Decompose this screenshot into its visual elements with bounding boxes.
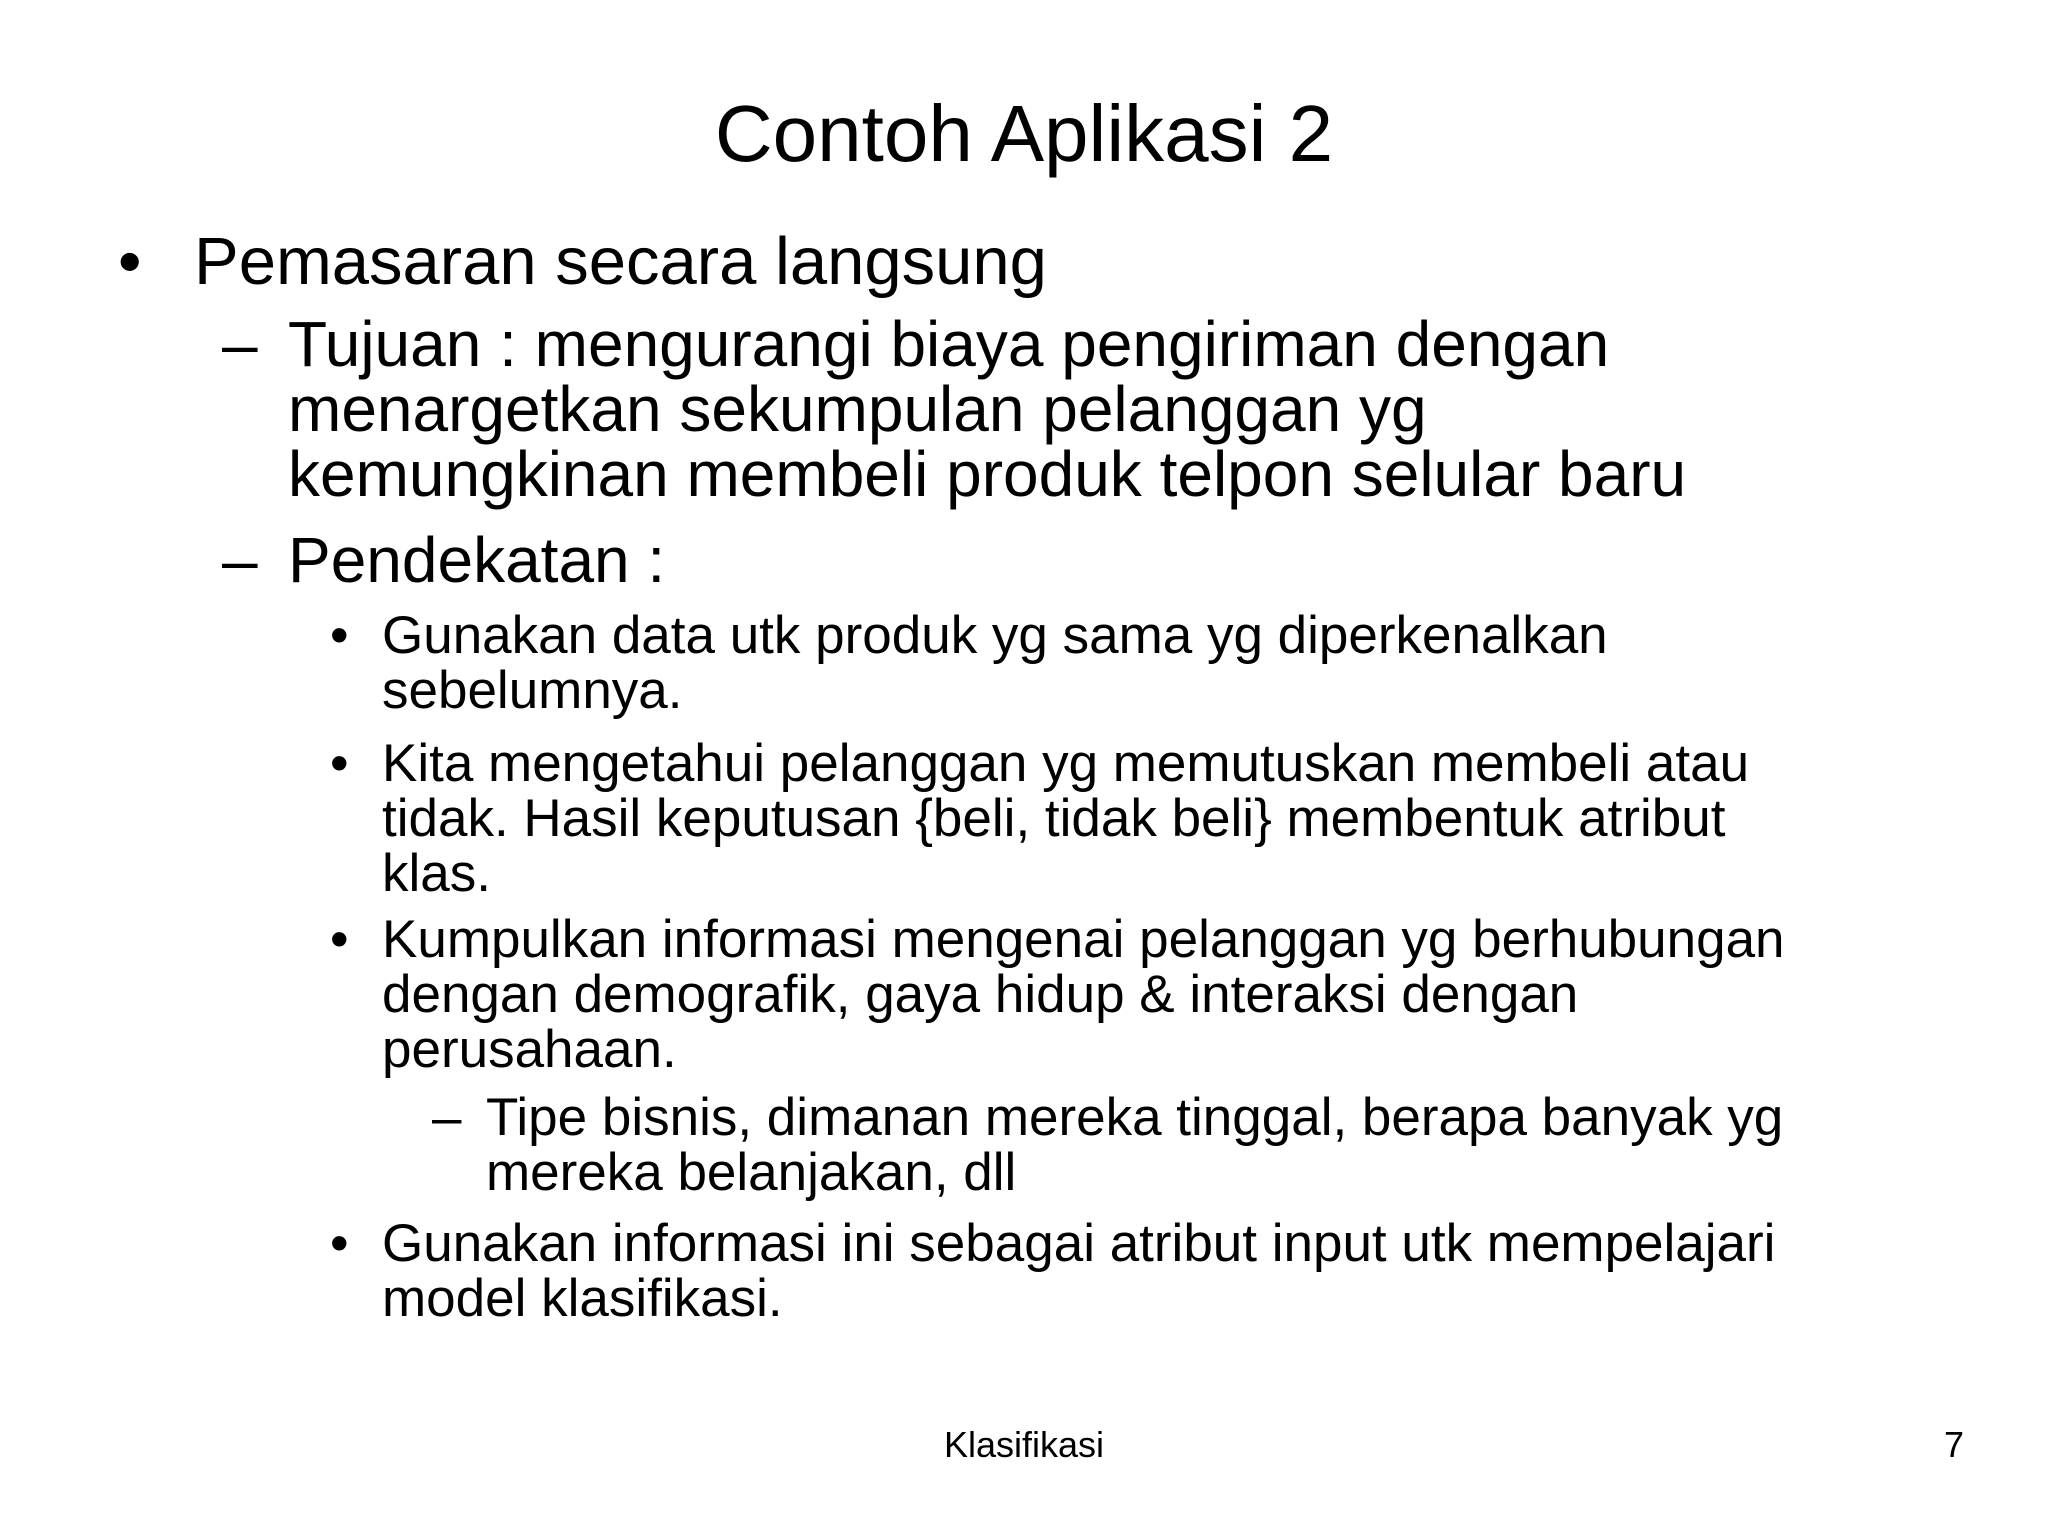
dash-marker: – — [432, 1088, 462, 1147]
bullet-marker: • — [330, 606, 349, 665]
subsub-bullet-kumpulkan — [330, 912, 1785, 1077]
subsub-bullet-text — [382, 1216, 1775, 1326]
text-line: model klasifikasi. — [382, 1269, 783, 1328]
level4-bullet-text — [486, 1090, 1783, 1200]
dash-marker: – — [222, 308, 258, 380]
bullet-text: Pemasaran secara langsung — [194, 224, 1047, 299]
bullet-marker: • — [118, 224, 142, 299]
text-line: Kita mengetahui pelanggan yg memutuskan membeli atau — [382, 734, 1750, 793]
bullet-marker: • — [330, 910, 349, 969]
text-line: perusahaan. — [382, 1020, 677, 1079]
subbullet-tujuan — [222, 308, 1687, 510]
level4-bullet-tipe — [432, 1090, 1783, 1200]
text-line: klas. — [382, 844, 491, 903]
subbullet-pendekatan — [222, 524, 666, 596]
page-number: 7 — [1943, 1424, 1964, 1465]
subsub-bullet-text — [382, 608, 1608, 718]
text-line: Kumpulkan informasi mengenai pelanggan yg berhubungan — [382, 910, 1785, 969]
footer-label: Klasifikasi — [943, 1424, 1105, 1465]
bullet-level1 — [118, 224, 1047, 299]
text-line: tidak. Hasil keputusan {beli, tidak beli} membentuk atribut — [382, 789, 1726, 848]
subsub-bullet-data — [330, 608, 1608, 718]
subsub-bullet-gunakan — [330, 1216, 1775, 1326]
subsub-bullet-text — [382, 736, 1749, 901]
subsub-bullet-pelanggan — [330, 736, 1749, 901]
text-line: dengan demografik, gaya hidup & interaksi dengan — [382, 965, 1579, 1024]
text-line: kemungkinan membeli produk telpon selular baru — [288, 438, 1687, 510]
subsub-bullet-text — [382, 912, 1785, 1077]
bullet-marker: • — [330, 1214, 349, 1273]
dash-marker: – — [222, 524, 258, 596]
text-line: menargetkan sekumpulan pelanggan yg — [288, 373, 1427, 445]
bullet-marker: • — [330, 734, 349, 793]
subbullet-text — [288, 308, 1687, 510]
text-line: Tipe bisnis, dimanan mereka tinggal, berapa banyak yg — [486, 1088, 1784, 1147]
slide-title: Contoh Aplikasi 2 — [714, 89, 1334, 178]
text-line: Gunakan informasi ini sebagai atribut input utk mempelajari — [382, 1214, 1776, 1273]
text-line: sebelumnya. — [382, 661, 683, 720]
text-line: Gunakan data utk produk yg sama yg diperkenalkan — [382, 606, 1608, 665]
text-line: Tujuan : mengurangi biaya pengiriman dengan — [288, 308, 1610, 380]
text-line: mereka belanjakan, dll — [486, 1143, 1017, 1202]
subbullet-text: Pendekatan : — [288, 524, 666, 596]
